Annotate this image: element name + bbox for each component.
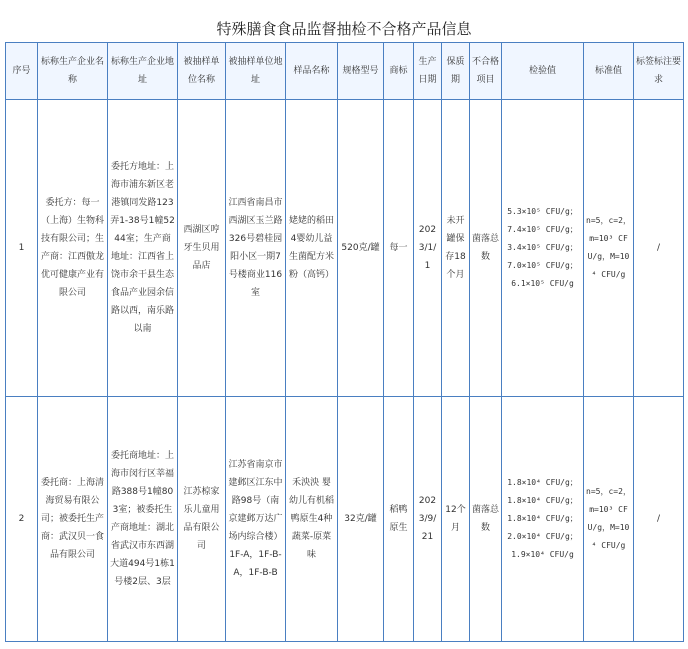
- cell-label-requirement: /: [634, 397, 684, 642]
- header-failed-item: 不合格项目: [470, 43, 502, 100]
- cell-sampled-name: 西湖区哼牙生贝用品店: [178, 100, 226, 397]
- page-title: 特殊膳食食品监督抽检不合格产品信息: [216, 20, 472, 38]
- cell-shelf-life: 12个月: [442, 397, 470, 642]
- cell-standard: n=5，c=2，m=10³ CFU/g，M=10⁴ CFU/g: [584, 100, 634, 397]
- header-sampled-address: 被抽样单位地址: [226, 43, 286, 100]
- cell-shelf-life: 未开罐保存18个月: [442, 100, 470, 397]
- header-test-result: 检验值: [502, 43, 584, 100]
- cell-test-result: 5.3×10⁵ CFU/g；7.4×10⁵ CFU/g；3.4×10⁵ CFU/g；7.0×10⁵ CFU/g；6.1×10⁵ CFU/g: [502, 100, 584, 397]
- header-brand: 商标: [384, 43, 414, 100]
- cell-sample-name: 姥姥的稻田4婴幼儿益生菌配方米粉（高钙）: [286, 100, 338, 397]
- header-production-date: 生产日期: [414, 43, 442, 100]
- cell-label-requirement: /: [634, 100, 684, 397]
- cell-sampled-address: 江苏省南京市建邺区江东中路98号（南京建邺万达广场内综合楼）1F-A，1F-B-A，1F-B-B: [226, 397, 286, 642]
- table-row: [6, 397, 684, 642]
- header-sampled-name: 被抽样单位名称: [178, 43, 226, 100]
- header-label-requirement: 标签标注要求: [634, 43, 684, 100]
- cell-producer-name: 委托商：上海清海贸易有限公司；被委托生产商：武汉贝一食品有限公司: [38, 397, 108, 642]
- cell-brand: 稻鸭原生: [384, 397, 414, 642]
- header-standard: 标准值: [584, 43, 634, 100]
- cell-brand: 每一: [384, 100, 414, 397]
- cell-standard: n=5，c=2，m=10³ CFU/g，M=10⁴ CFU/g: [584, 397, 634, 642]
- cell-production-date: 2023/1/1: [414, 100, 442, 397]
- header-shelf-life: 保质期: [442, 43, 470, 100]
- header-spec: 规格型号: [338, 43, 384, 100]
- header-seq: 序号: [6, 43, 38, 100]
- table-header-row: [6, 43, 684, 100]
- cell-seq: 2: [6, 397, 38, 642]
- cell-seq: 1: [6, 100, 38, 397]
- cell-sample-name: 禾泱泱 婴幼儿有机稻鸭原生4种蔬菜-原菜味: [286, 397, 338, 642]
- cell-producer-address: 委托商地址：上海市闵行区莘福路388号1幢803室；被委托生产商地址：湖北省武汉市东西湖大道494号1栋1号楼2层、3层: [108, 397, 178, 642]
- header-producer-address: 标称生产企业地址: [108, 43, 178, 100]
- cell-failed-item: 菌落总数: [470, 100, 502, 397]
- cell-failed-item: 菌落总数: [470, 397, 502, 642]
- product-table: [5, 42, 684, 642]
- cell-sampled-name: 江苏椋家乐儿童用品有限公司: [178, 397, 226, 642]
- cell-sampled-address: 江西省南昌市西湖区玉兰路326号碧桂园阳小区一期7号楼商业116室: [226, 100, 286, 397]
- cell-production-date: 2023/9/21: [414, 397, 442, 642]
- cell-spec: 32克/罐: [338, 397, 384, 642]
- cell-spec: 520克/罐: [338, 100, 384, 397]
- cell-test-result: 1.8×10⁴ CFU/g；1.8×10⁴ CFU/g；1.8×10⁴ CFU/g；2.0×10⁴ CFU/g；1.9×10⁴ CFU/g: [502, 397, 584, 642]
- header-sample-name: 样品名称: [286, 43, 338, 100]
- table-row: [6, 100, 684, 397]
- cell-producer-name: 委托方：每一（上海）生物科技有限公司；生产商：江西傲龙优可健康产业有限公司: [38, 100, 108, 397]
- header-producer-name: 标称生产企业名称: [38, 43, 108, 100]
- cell-producer-address: 委托方地址：上海市浦东新区老港镇同发路123弄1-38号1幢5244室；生产商地址：江西省上饶市余干县生态食品产业园余信路以西，南乐路以南: [108, 100, 178, 397]
